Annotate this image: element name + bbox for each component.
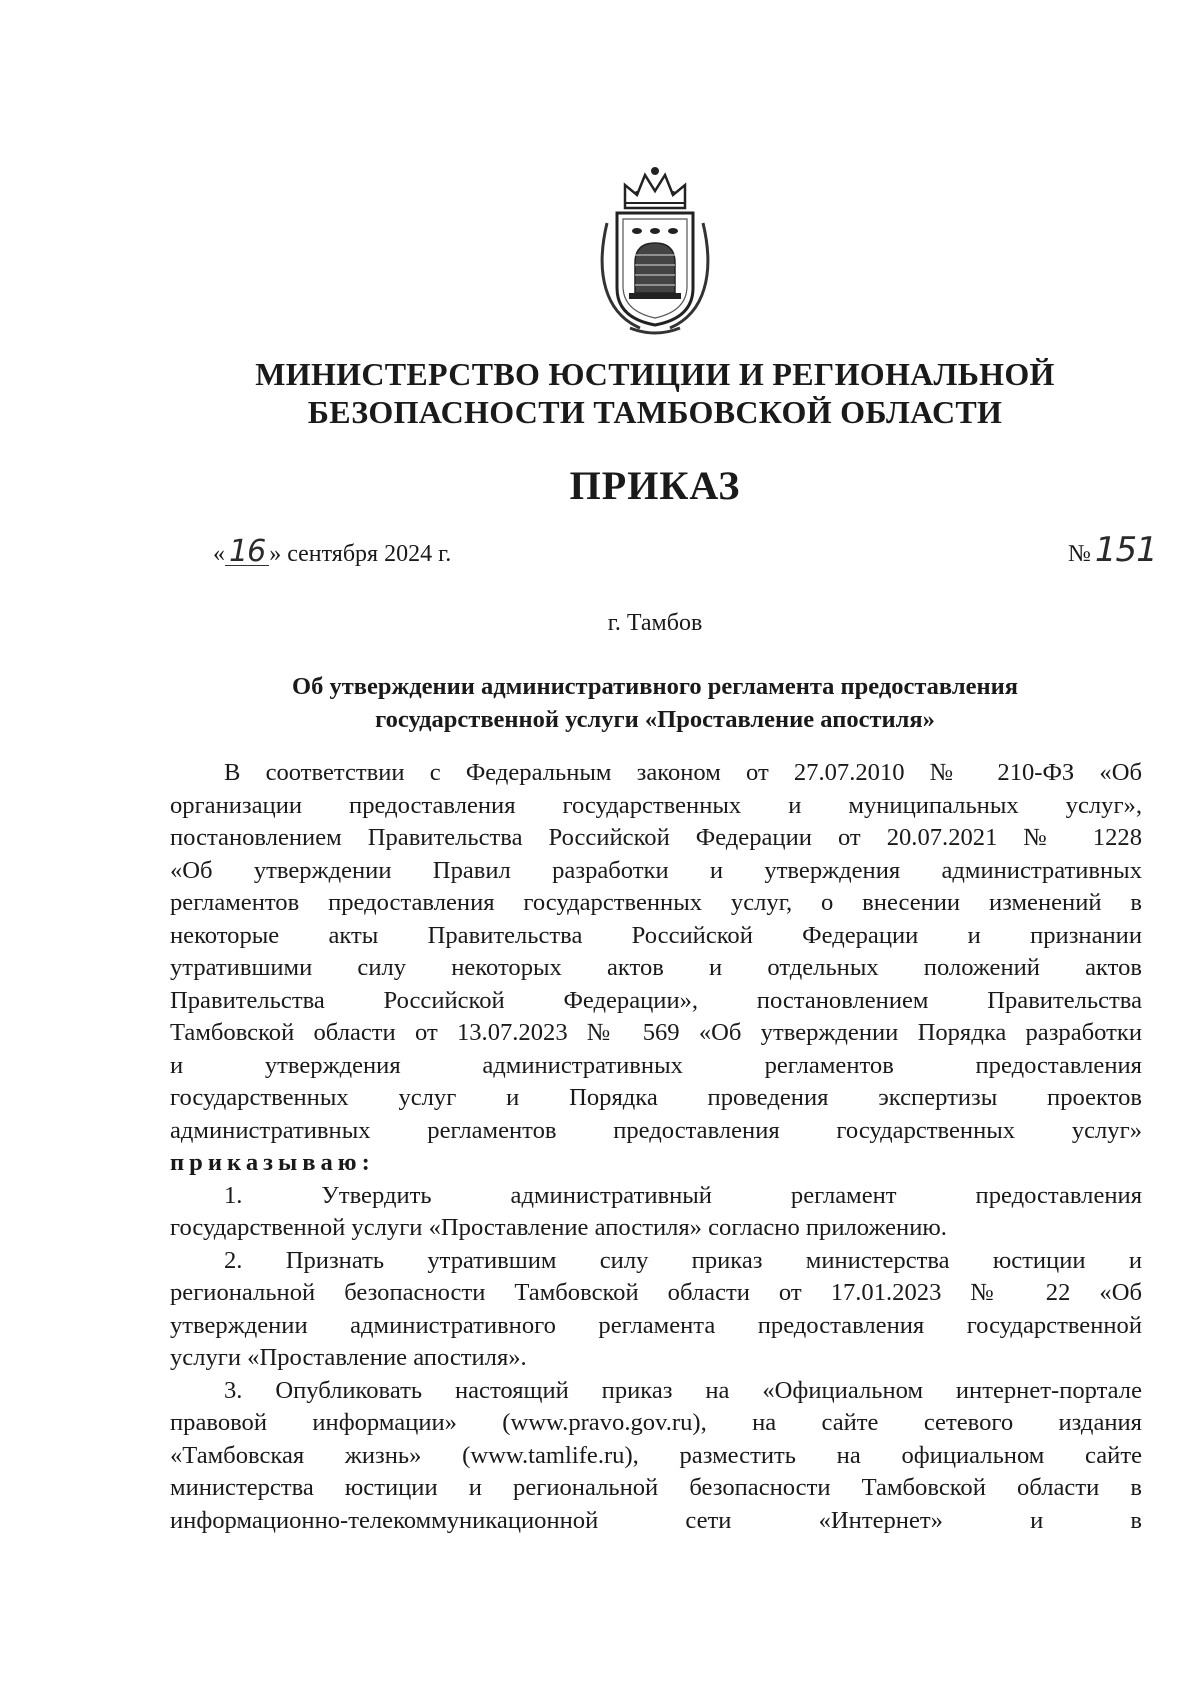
body-line: регламентов предоставления государственных услуг, о внесении изменений в bbox=[170, 889, 1142, 916]
order-word: приказываю: bbox=[170, 1149, 375, 1176]
subject-line1: Об утверждении административного регламента предоставления bbox=[292, 673, 1018, 700]
item-line: 2. Признать утратившим силу приказ министерства юстиции и bbox=[224, 1246, 1142, 1274]
item-line: информационно-телекоммуникационной сети «Интернет» и в bbox=[170, 1506, 1142, 1534]
ministry-name bbox=[160, 355, 1150, 431]
ministry-name-line1: МИНИСТЕРСТВО ЮСТИЦИИ И РЕГИОНАЛЬНОЙ bbox=[255, 356, 1055, 392]
item-line: услуги «Проставление апостиля». bbox=[170, 1344, 527, 1371]
subject-line2: государственной услуги «Проставление апостиля» bbox=[375, 706, 935, 733]
item-line: региональной безопасности Тамбовской области от 17.01.2023 № 22 «Об bbox=[170, 1279, 1142, 1306]
item-line: государственной услуги «Проставление апостиля» согласно приложению. bbox=[170, 1214, 947, 1241]
body-line: постановлением Правительства Российской Федерации от 20.07.2021 № 1228 bbox=[170, 824, 1142, 851]
item-line: утверждении административного регламента предоставления государственной bbox=[170, 1311, 1142, 1339]
item-line: министерства юстиции и региональной безопасности Тамбовской области в bbox=[170, 1474, 1142, 1501]
body-line: В соответствии с Федеральным законом от 27.07.2010 № 210-ФЗ «Об bbox=[224, 759, 1142, 786]
body-line: организации предоставления государственных и муниципальных услуг», bbox=[170, 791, 1142, 819]
body-line: Тамбовской области от 13.07.2023 № 569 «Об утверждении Порядка разработки bbox=[170, 1019, 1142, 1046]
item-line: правовой информации» (www.pravo.gov.ru), на сайте сетевого издания bbox=[170, 1409, 1142, 1436]
order-body bbox=[170, 757, 1142, 1537]
order-subject bbox=[200, 670, 1110, 736]
item-line: 1. Утвердить административный регламент предоставления bbox=[224, 1181, 1142, 1209]
body-line: государственных услуг и Порядка проведения экспертизы проектов bbox=[170, 1084, 1142, 1111]
handwritten-number: 151 bbox=[1094, 530, 1157, 570]
date-month-year: » сентября 2024 г. bbox=[269, 541, 452, 567]
number-prefix: № bbox=[1068, 541, 1091, 567]
body-line: «Об утверждении Правил разработки и утверждения административных bbox=[170, 856, 1142, 884]
order-number bbox=[1068, 530, 1161, 570]
date-quote-open: « bbox=[213, 541, 225, 567]
document-type-title: ПРИКАЗ bbox=[569, 463, 741, 508]
body-line: некоторые акты Правительства Российской Федерации и признании bbox=[170, 921, 1142, 949]
city-line: г. Тамбов bbox=[607, 610, 703, 636]
ministry-name-line2: БЕЗОПАСНОСТИ ТАМБОВСКОЙ ОБЛАСТИ bbox=[307, 394, 1003, 430]
body-line: и утверждения административных регламентов предоставления bbox=[170, 1051, 1142, 1079]
item-line: 3. Опубликовать настоящий приказ на «Официальном интернет-портале bbox=[224, 1376, 1142, 1404]
coat-of-arms-icon bbox=[595, 163, 715, 338]
body-line: Правительства Российской Федерации», постановлением Правительства bbox=[170, 986, 1142, 1014]
order-date bbox=[213, 534, 452, 569]
body-line: административных регламентов предоставления государственных услуг» bbox=[170, 1116, 1142, 1144]
body-line: утратившими силу некоторых актов и отдельных положений актов bbox=[170, 954, 1142, 981]
handwritten-day: 16 bbox=[225, 539, 269, 566]
item-line: «Тамбовская жизнь» (www.tamlife.ru), разместить на официальном сайте bbox=[170, 1441, 1142, 1469]
